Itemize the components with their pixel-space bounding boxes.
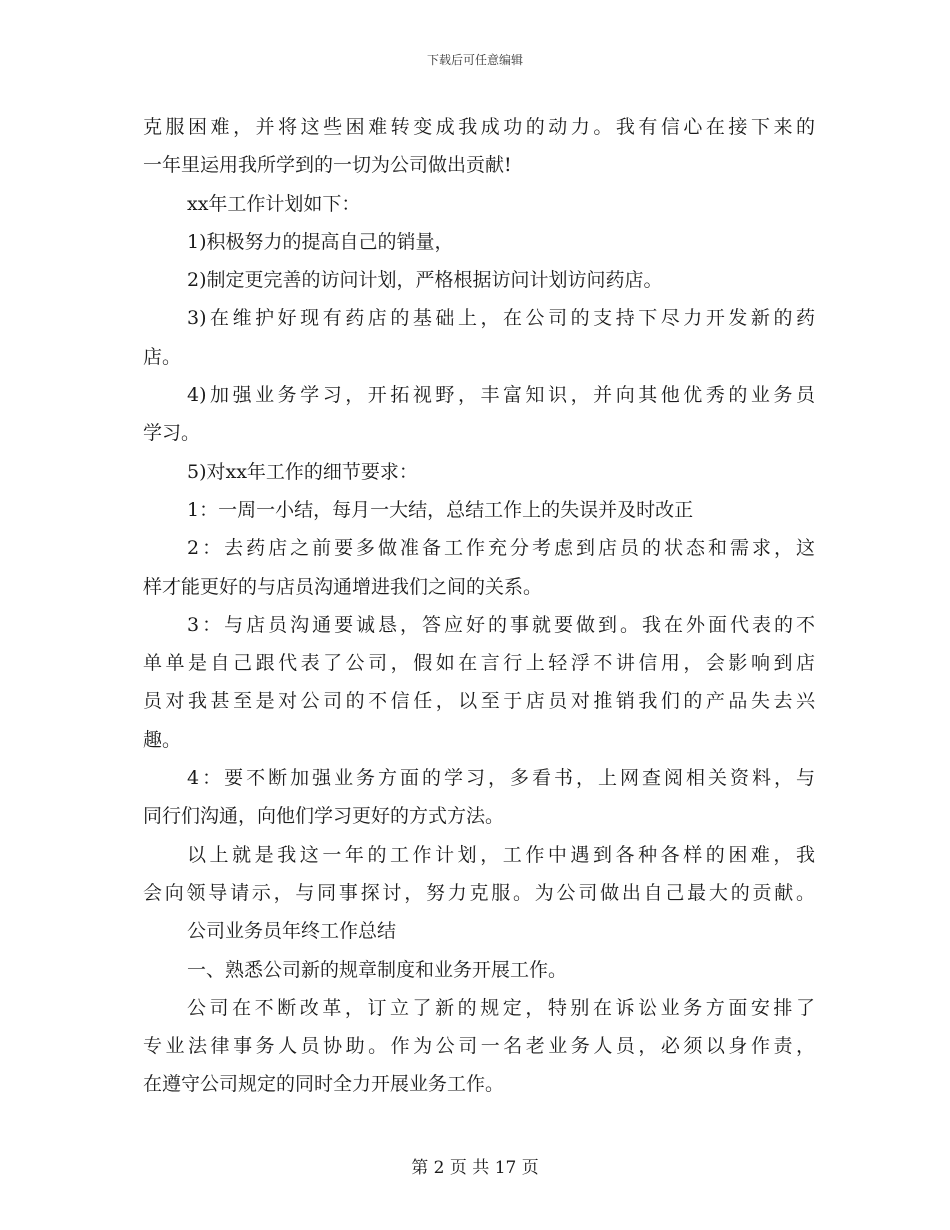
text-line: 趣。 (143, 728, 182, 751)
text-line: 2：去药店之前要多做准备工作充分考虑到店员的状态和需求，这 (187, 537, 815, 560)
text-line: 3)在维护好现有药店的基础上，在公司的支持下尽力开发新的药 (187, 307, 815, 330)
text-line: xx年工作计划如下： (187, 192, 361, 215)
text-line: 1：一周一小结，每月一大结，总结工作上的失误并及时改正 (187, 498, 694, 521)
text-line: 店。 (143, 345, 182, 368)
text-line: 在遵守公司规定的同时全力开展业务工作。 (143, 1073, 505, 1096)
section-title: 公司业务员年终工作总结 (187, 920, 397, 943)
text-line: 5)对xx年工作的细节要求： (187, 460, 418, 483)
text-line: 一年里运用我所学到的一切为公司做出贡献! (143, 154, 512, 177)
text-line: 4：要不断加强业务方面的学习，多看书，上网查阅相关资料，与 (187, 767, 815, 790)
text-line: 单单是自己跟代表了公司，假如在言行上轻浮不讲信用，会影响到店 (143, 652, 815, 675)
text-line: 同行们沟通，向他们学习更好的方式方法。 (143, 805, 505, 828)
text-line: 2)制定更完善的访问计划，严格根据访问计划访问药店。 (187, 269, 663, 292)
text-line: 学习。 (143, 422, 201, 445)
page-number: 第 2 页 共 17 页 (411, 1158, 539, 1178)
document-body (143, 108, 815, 1104)
text-line: 4)加强业务学习，开拓视野，丰富知识，并向其他优秀的业务员 (187, 384, 815, 407)
text-line: 3：与店员沟通要诚恳，答应好的事就要做到。我在外面代表的不 (187, 613, 815, 636)
text-line: 1)积极努力的提高自己的销量， (187, 230, 454, 253)
text-line: 会向领导请示，与同事探讨，努力克服。为公司做出自己最大的贡献。 (143, 881, 815, 904)
page-header: 下载后可任意编辑 (426, 53, 523, 67)
text-line: 以上就是我这一年的工作计划，工作中遇到各种各样的困难，我 (187, 843, 815, 866)
text-line: 员对我甚至是对公司的不信任，以至于店员对推销我们的产品失去兴 (143, 690, 815, 713)
text-line: 一、熟悉公司新的规章制度和业务开展工作。 (187, 958, 568, 981)
text-line: 专业法律事务人员协助。作为公司一名老业务人员，必须以身作责， (143, 1035, 815, 1058)
text-line: 样才能更好的与店员沟通增进我们之间的关系。 (143, 575, 543, 598)
text-line: 克服困难，并将这些困难转变成我成功的动力。我有信心在接下来的 (143, 116, 815, 138)
text-line: 公司在不断改革，订立了新的规定，特别在诉讼业务方面安排了 (187, 996, 815, 1019)
